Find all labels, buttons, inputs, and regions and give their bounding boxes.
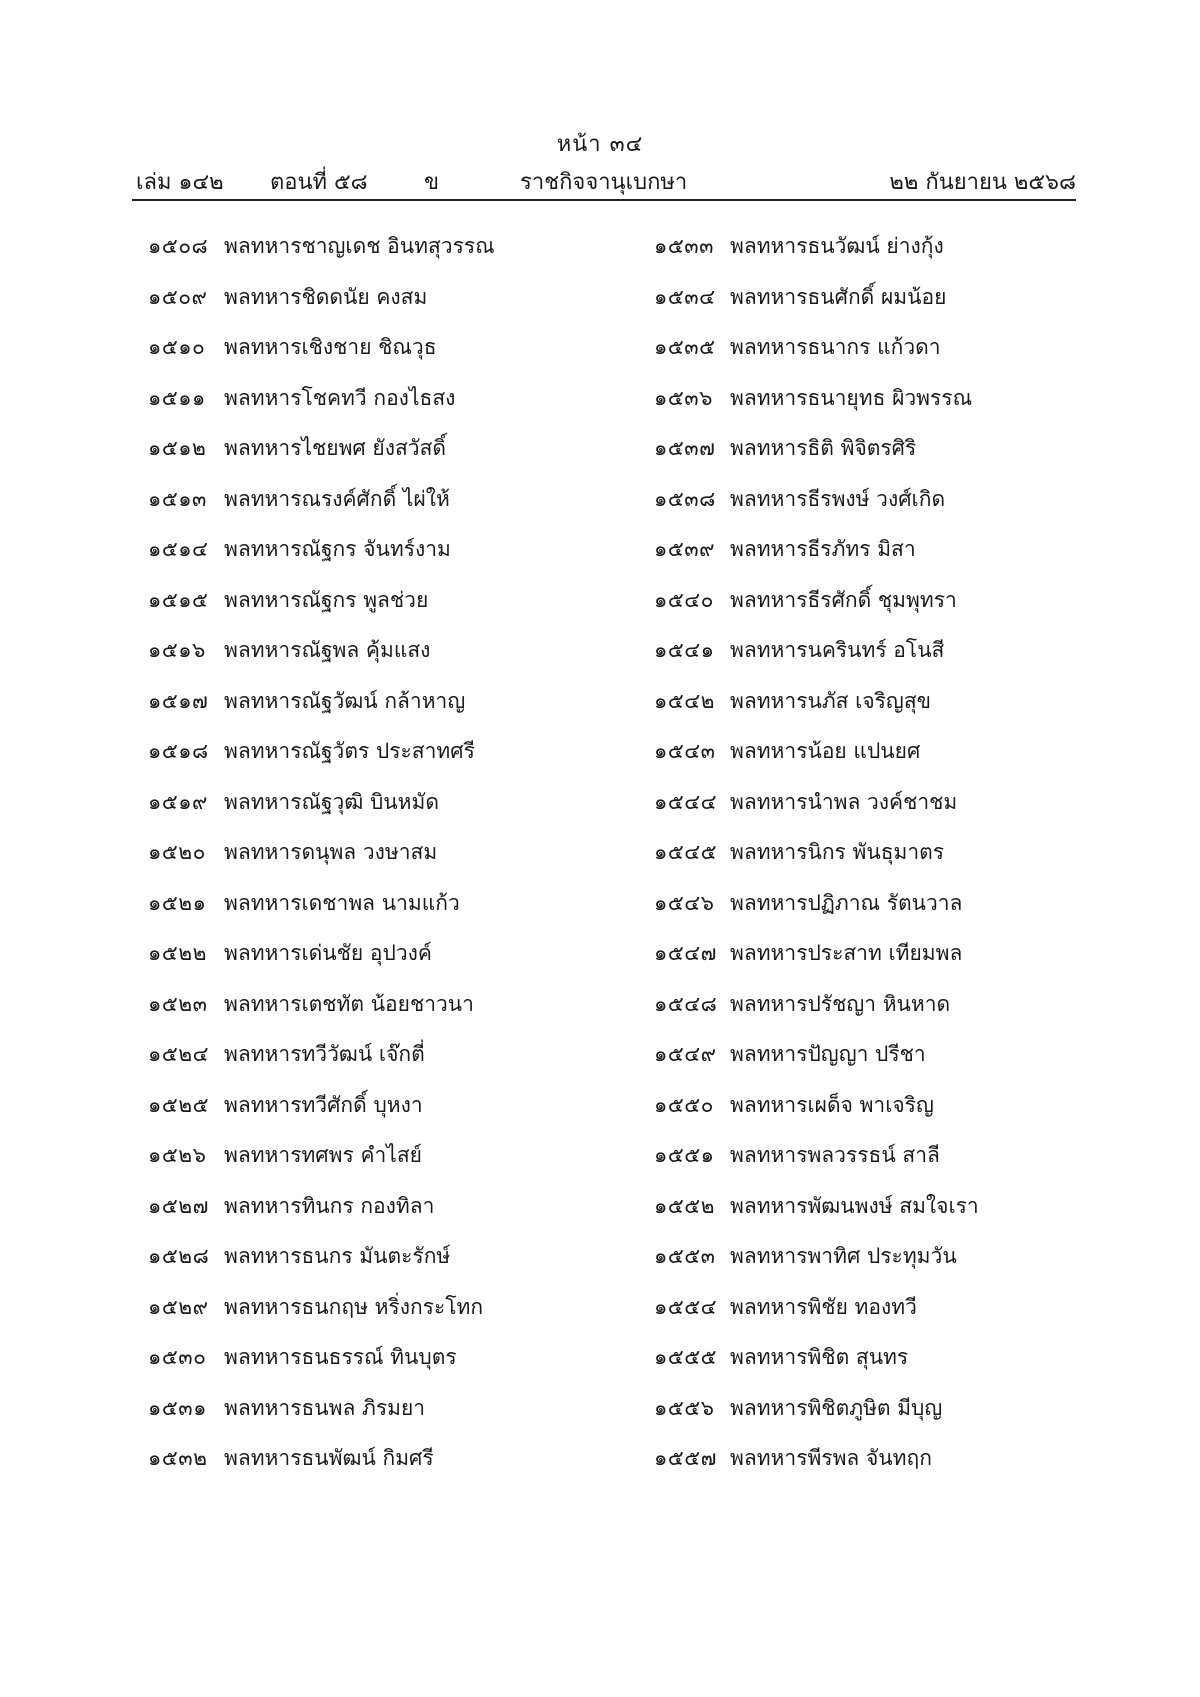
- entry-number: ๑๕๐๘: [148, 234, 209, 258]
- entry-name: พลทหารธนายุทธ ผิวพรรณ: [730, 385, 973, 410]
- list-item: [654, 484, 1124, 535]
- entry-name: พลทหารณัฐกร จันทร์งาม: [224, 537, 451, 561]
- entry-name: พลทหารธนพล ภิรมยา: [224, 1395, 426, 1420]
- list-item: [148, 1191, 618, 1242]
- entry-number: ๑๕๔๐: [654, 587, 714, 612]
- entry-number: ๑๕๑๙: [148, 789, 208, 814]
- entry-number: ๑๕๓๐: [148, 1345, 207, 1369]
- entry-name: พลทหารนำพล วงค์ชาชม: [730, 789, 958, 814]
- list-item: [654, 1090, 1124, 1141]
- entry-number: ๑๕๓๓: [654, 234, 714, 258]
- gazette-header: [132, 164, 1076, 198]
- entry-name: พลทหารพิชิตภูษิต มีบุญ: [730, 1395, 943, 1420]
- entry-number: ๑๕๑๗: [148, 688, 209, 713]
- entry-number: ๑๕๓๔: [654, 284, 716, 309]
- entry-number: ๑๕๕๔: [654, 1294, 718, 1319]
- entry-number: ๑๕๕๑: [654, 1143, 715, 1167]
- list-item: [148, 282, 618, 333]
- list-item: [148, 938, 618, 989]
- entry-name: พลทหารธีรภัทร มิสา: [730, 537, 916, 561]
- entry-name: พลทหารธนกฤษ หริ่งกระโทก: [224, 1294, 484, 1319]
- entry-name: พลทหารพิชิต สุนทร: [730, 1345, 909, 1369]
- entry-number: ๑๕๕๓: [654, 1244, 716, 1268]
- entry-number: ๑๕๓๑: [148, 1395, 207, 1420]
- list-item: [654, 1191, 1124, 1242]
- issue-label: ตอนที่ ๕๘: [270, 170, 368, 195]
- entry-number: ๑๕๔๘: [654, 991, 718, 1016]
- entry-name: พลทหารณัฐวุฒิ บินหมัด: [224, 789, 439, 814]
- list-item: [148, 1039, 618, 1090]
- list-item: [654, 383, 1124, 434]
- entry-name: พลทหารเตชทัต น้อยชาวนา: [224, 991, 474, 1016]
- entry-number: ๑๕๕๐: [654, 1092, 714, 1117]
- list-item: [654, 1039, 1124, 1090]
- volume-label: เล่ม ๑๔๒: [136, 170, 224, 195]
- list-item: [148, 787, 618, 838]
- entry-number: ๑๕๒๓: [148, 991, 208, 1016]
- entry-number: ๑๕๑๘: [148, 739, 209, 763]
- entry-name: พลทหารดนุพล วงษาสม: [224, 840, 438, 864]
- entry-number: ๑๕๓๕: [654, 335, 716, 359]
- entry-name: พลทหารธนากร แก้วดา: [730, 335, 941, 359]
- entry-name: พลทหารพาทิศ ประทุมวัน: [730, 1244, 957, 1268]
- list-item: [654, 787, 1124, 838]
- entry-name: พลทหารณัฐกร พูลช่วย: [224, 587, 429, 612]
- list-item: [654, 1342, 1124, 1393]
- list-item: [148, 585, 618, 636]
- list-item: [654, 837, 1124, 888]
- list-item: [654, 736, 1124, 787]
- gazette-title: ราชกิจจานุเบกษา: [520, 170, 688, 195]
- list-item: [654, 231, 1124, 282]
- list-item: [148, 332, 618, 383]
- entry-name: พลทหารพลวรรธน์ สาลี: [730, 1143, 940, 1167]
- section-label: ข: [424, 170, 440, 195]
- list-item: [654, 1292, 1124, 1343]
- entry-name: พลทหารทวีศักดิ์ บุหงา: [224, 1092, 423, 1117]
- entry-name: พลทหารธิติ พิจิตรศิริ: [730, 436, 917, 460]
- list-item: [654, 938, 1124, 989]
- list-item: [654, 1140, 1124, 1191]
- entry-number: ๑๕๔๔: [654, 789, 718, 814]
- list-item: [654, 1443, 1124, 1494]
- list-item: [148, 736, 618, 787]
- list-item: [148, 484, 618, 535]
- entry-number: ๑๕๑๒: [148, 436, 207, 460]
- entry-name: พลทหารปฏิภาณ รัตนวาล: [730, 890, 963, 915]
- list-item: [148, 433, 618, 484]
- entry-name: พลทหารธีรศักดิ์ ชุมพุทรา: [730, 587, 957, 612]
- entry-name: พลทหารไชยพศ ยังสวัสดิ์: [224, 436, 447, 460]
- entry-number: ๑๕๔๖: [654, 890, 715, 915]
- list-item: [654, 433, 1124, 484]
- entry-number: ๑๕๒๘: [148, 1244, 210, 1268]
- entry-name: พลทหารเชิงชาย ชิณวุธ: [224, 335, 437, 359]
- list-item: [654, 1393, 1124, 1444]
- entry-number: ๑๕๒๐: [148, 840, 206, 864]
- list-item: [654, 332, 1124, 383]
- entry-number: ๑๕๕๒: [654, 1193, 715, 1218]
- list-item: [148, 534, 618, 585]
- entry-number: ๑๕๑๑: [148, 385, 206, 410]
- entry-name: พลทหารณรงค์ศักดิ์ ไผ่ให้: [224, 486, 450, 511]
- entry-name: พลทหารปัญญา ปรีชา: [730, 1042, 926, 1066]
- entry-name: พลทหารประสาท เทียมพล: [730, 941, 963, 965]
- entry-name: พลทหารธนวัฒน์ ย่างกุ้ง: [730, 234, 944, 258]
- entry-name: พลทหารณัฐพล คุ้มแสง: [224, 638, 431, 662]
- entry-number: ๑๕๓๒: [148, 1446, 208, 1470]
- list-item: [148, 686, 618, 737]
- entry-name: พลทหารชิดดนัย คงสม: [224, 284, 428, 309]
- list-item: [148, 1241, 618, 1292]
- entry-name: พลทหารพิชัย ทองทวี: [730, 1294, 917, 1319]
- left-name-column: [148, 231, 618, 1494]
- list-item: [148, 1292, 618, 1343]
- entry-name: พลทหารธนพัฒน์ กิมศรี: [224, 1446, 434, 1470]
- entry-name: พลทหารธนศักดิ์ ผมน้อย: [730, 284, 947, 309]
- entry-name: พลทหารชาญเดช อินทสุวรรณ: [224, 234, 495, 258]
- entry-name: พลทหารนภัส เจริญสุข: [730, 688, 931, 713]
- list-item: [148, 383, 618, 434]
- entry-number: ๑๕๓๖: [654, 385, 713, 410]
- list-item: [148, 1393, 618, 1444]
- entry-number: ๑๕๒๑: [148, 890, 207, 915]
- entry-name: พลทหารทศพร คำไสย์: [224, 1143, 422, 1167]
- entry-name: พลทหารธนกร มันตะรักษ์: [224, 1244, 451, 1268]
- header-divider: [132, 199, 1076, 201]
- entry-name: พลทหารปรัชญา หินหาด: [730, 991, 951, 1016]
- list-item: [654, 534, 1124, 585]
- entry-number: ๑๕๑๐: [148, 335, 206, 359]
- entry-name: พลทหารพีรพล จันทฤก: [730, 1446, 932, 1470]
- entry-name: พลทหารทวีวัฒน์ เจ๊กตี่: [224, 1042, 425, 1066]
- entry-number: ๑๕๔๗: [654, 941, 717, 965]
- list-item: [148, 837, 618, 888]
- list-item: [654, 635, 1124, 686]
- publication-date: ๒๒ กันยายน ๒๕๖๘: [889, 170, 1076, 195]
- entry-number: ๑๕๒๒: [148, 941, 207, 965]
- entry-number: ๑๕๕๗: [654, 1446, 717, 1470]
- entry-name: พลทหารเด่นชัย อุปวงค์: [224, 941, 432, 965]
- entry-name: พลทหารเผด็จ พาเจริญ: [730, 1092, 934, 1117]
- entry-number: ๑๕๓๗: [654, 436, 716, 460]
- entry-name: พลทหารธีรพงษ์ วงศ์เกิด: [730, 486, 946, 511]
- entry-number: ๑๕๔๓: [654, 739, 716, 763]
- entry-number: ๑๕๑๕: [148, 587, 209, 612]
- entry-number: ๑๕๔๑: [654, 638, 715, 662]
- entry-number: ๑๕๑๓: [148, 486, 207, 511]
- entry-number: ๑๕๐๙: [148, 284, 208, 309]
- list-item: [654, 1241, 1124, 1292]
- entry-name: พลทหารน้อย แปนยศ: [730, 739, 921, 763]
- entry-number: ๑๕๔๒: [654, 688, 715, 713]
- list-item: [654, 686, 1124, 737]
- entry-name: พลทหารโชคทวี กองไธสง: [224, 385, 456, 410]
- list-item: [148, 635, 618, 686]
- entry-number: ๑๕๒๔: [148, 1042, 209, 1066]
- entry-number: ๑๕๔๕: [654, 840, 718, 864]
- entry-number: ๑๕๔๙: [654, 1042, 717, 1066]
- entry-name: พลทหารณัฐวัตร ประสาทศรี: [224, 739, 475, 763]
- list-item: [148, 1140, 618, 1191]
- list-item: [654, 989, 1124, 1040]
- entry-name: พลทหารเดชาพล นามแก้ว: [224, 890, 460, 915]
- list-item: [148, 1090, 618, 1141]
- entry-name: พลทหารนครินทร์ อโนสี: [730, 638, 945, 662]
- entry-number: ๑๕๒๕: [148, 1092, 209, 1117]
- entry-number: ๑๕๒๙: [148, 1294, 209, 1319]
- list-item: [654, 888, 1124, 939]
- entry-name: พลทหารทินกร กองทิลา: [224, 1193, 435, 1218]
- entry-name: พลทหารธนธรรณ์ ทินบุตร: [224, 1345, 457, 1369]
- entry-number: ๑๕๒๗: [148, 1193, 209, 1218]
- entry-number: ๑๕๑๔: [148, 537, 209, 561]
- entry-number: ๑๕๕๖: [654, 1395, 715, 1420]
- list-item: [654, 585, 1124, 636]
- list-item: [654, 282, 1124, 333]
- entry-name: พลทหารนิกร พันธุมาตร: [730, 840, 945, 864]
- list-item: [148, 1443, 618, 1494]
- entry-number: ๑๕๑๖: [148, 638, 206, 662]
- list-item: [148, 231, 618, 282]
- entry-number: ๑๕๓๙: [654, 537, 715, 561]
- entry-name: พลทหารพัฒนพงษ์ สมใจเรา: [730, 1193, 979, 1218]
- list-item: [148, 1342, 618, 1393]
- entry-name: พลทหารณัฐวัฒน์ กล้าหาญ: [224, 688, 466, 713]
- list-item: [148, 888, 618, 939]
- page-number: หน้า ๓๔: [556, 132, 644, 157]
- entry-number: ๑๕๒๖: [148, 1143, 207, 1167]
- right-name-column: [654, 231, 1124, 1494]
- entry-number: ๑๕๕๕: [654, 1345, 718, 1369]
- list-item: [148, 989, 618, 1040]
- entry-number: ๑๕๓๘: [654, 486, 716, 511]
